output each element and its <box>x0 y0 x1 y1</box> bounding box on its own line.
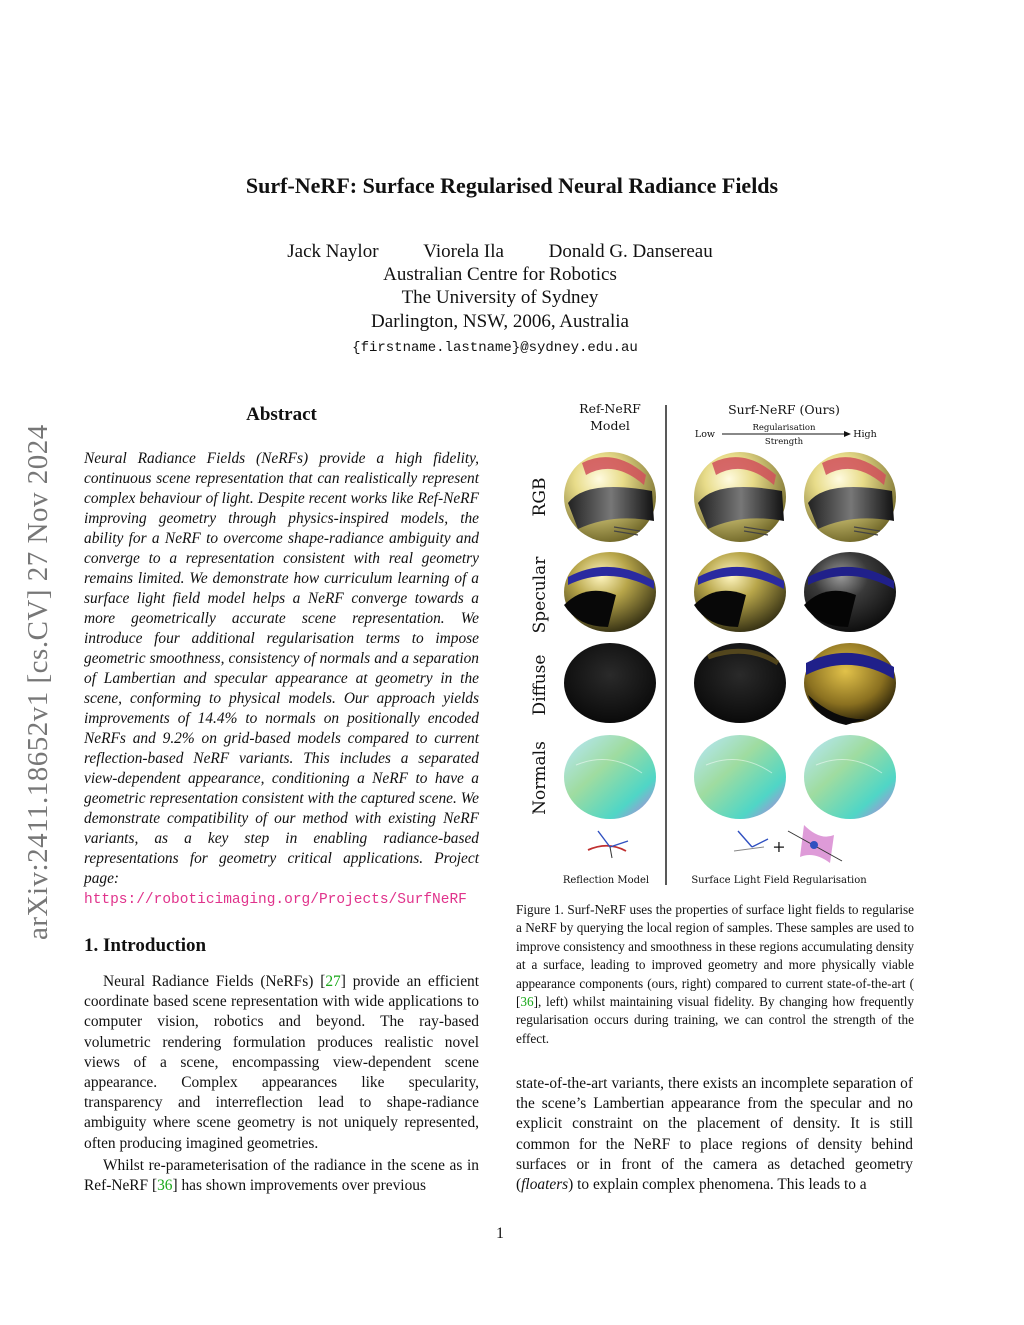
figure-1-caption: Figure 1. Surf-NeRF uses the properties of surface light fields to regularise a NeRF by querying the local region of samples. These samples are used to improve consistency and smoothness in these regions accumulating density at a surface, leading to improved geometry and more physically viable appearance components (ours, right) compared to current state-of-the-art ( [36], left) whilst maintaining visual fidelity. By changing how frequently regularisation occurs during training, we can control the strength of the effect. <box>516 902 914 1046</box>
intro-paragraph-2: Whilst re-parameterisation of the radiance in the scene as in Ref-NeRF [36] has shown improvements over previous <box>84 1156 479 1195</box>
surface-light-field-diagram <box>734 825 842 863</box>
author-list <box>0 241 1000 263</box>
citation-link[interactable]: 27 <box>325 973 341 990</box>
helmet-specular-refnerf <box>564 552 656 632</box>
figure-col-right-title: Surf-NeRF (Ours) <box>728 402 840 417</box>
helmet-normals-refnerf <box>564 735 656 819</box>
row-label-diffuse: Diffuse <box>530 654 550 716</box>
row-label-rgb: RGB <box>530 477 550 517</box>
figure-reg-label-1: Regularisation <box>752 423 816 433</box>
floaters-term: floaters <box>521 1176 569 1194</box>
introduction-body <box>84 972 479 1198</box>
author-1: Jack Naylor <box>287 241 379 262</box>
affiliation-line-1: Australian Centre for Robotics <box>383 264 617 285</box>
affiliation-line-3: Darlington, NSW, 2006, Australia <box>371 311 629 332</box>
figure-reg-label-2: Strength <box>764 437 804 447</box>
regularisation-arrow-head <box>844 431 851 437</box>
abstract-body <box>84 449 479 910</box>
helmet-specular-high <box>804 552 896 632</box>
page-number: 1 <box>496 1225 504 1242</box>
paper-title: Surf-NeRF: Surface Regularised Neural Radiance Fields <box>245 173 779 198</box>
author-2: Viorela Ila <box>423 241 504 262</box>
reflection-model-diagram <box>588 831 628 858</box>
figure-high-label: High <box>853 429 877 440</box>
affiliation-line-2: The University of Sydney <box>401 287 599 308</box>
helmet-diffuse-low <box>694 643 786 723</box>
abstract-heading: Abstract <box>246 404 317 425</box>
figure-low-label: Low <box>694 429 716 440</box>
arxiv-identifier: arXiv:2411.18652v1 [cs.CV] 27 Nov 2024 <box>22 424 54 940</box>
author-3: Donald G. Dansereau <box>548 241 713 262</box>
row-label-specular: Specular <box>530 556 550 634</box>
citation-link[interactable]: 36 <box>520 994 534 1010</box>
figure-col-left-title-1: Ref-NeRF <box>579 401 641 416</box>
helmet-diffuse-high <box>804 643 896 725</box>
helmet-rgb-refnerf <box>564 452 656 542</box>
helmet-specular-low <box>694 552 786 632</box>
figure-plus-sign: + <box>772 837 786 856</box>
figure-bottom-right-label: Surface Light Field Regularisation <box>691 875 867 886</box>
project-page-link[interactable]: https://roboticimaging.org/Projects/SurfNeRF <box>84 892 467 908</box>
row-label-normals: Normals <box>530 741 550 815</box>
figure-bottom-left-label: Reflection Model <box>562 875 650 886</box>
figure-1 <box>516 395 916 895</box>
helmet-rgb-low <box>694 452 786 542</box>
helmet-rgb-high <box>804 452 896 542</box>
helmet-diffuse-refnerf <box>564 643 656 723</box>
abstract-text: Neural Radiance Fields (NeRFs) provide a high fidelity, continuous scene representation that can realistically represent complex behaviour of light. Despite recent works like Ref-NeRF improving geometry through physics-inspired models, the ability for a NeRF to overcome shape-radiance ambiguity and converge to a representation consistent with real geometry remains limited. We demonstrate how curriculum learning of a surface light field model helps a NeRF converge towards a more geometrically accurate scene representation. We introduce four additional regularisation terms to impose geometric smoothness, consistency of normals and a separation of Lambertian and specular appearance at geometry in the scene, conforming to physical models. Our approach yields improvements of 14.4% to normals on positionally encoded NeRFs and 9.2% on grid-based models compared to current reflection-based NeRF variants. This includes a separated view-dependent appearance, conditioning a NeRF to have a geometric representation consistent with the captured scene. We demonstrate compatibility of our method with existing NeRF variants, as a key step in enabling radiance-based representations for geometry critical applications. Project page: <box>84 450 479 887</box>
section-heading-introduction: 1. Introduction <box>84 935 207 956</box>
author-email: {firstname.lastname}@sydney.edu.au <box>352 340 638 356</box>
helmet-normals-low <box>694 735 786 819</box>
figure-col-left-title-2: Model <box>590 418 630 433</box>
right-column-body: state-of-the-art variants, there exists an incomplete separation of the scene’s Lambertian appearance from the specular and no explicit constraint on the placement of density. It is still common for the NeRF to place regions of density behind surfaces or in front of the camera as detached geometry (floaters) to explain complex phenomena. This leads to a <box>516 1075 913 1194</box>
citation-link[interactable]: 36 <box>157 1177 173 1195</box>
figure-1-graphic <box>516 395 916 890</box>
intro-paragraph-1: Neural Radiance Fields (NeRFs) [27] provide an efficient coordinate based scene representation with wide applications to computer vision, robotics and beyond. The ray-based volumetric rendering formulation produces realistic novel views of a scene, encompassing view-dependent scene appearance. Complex appearances like specularity, transparency and interreflection lead to shape-radiance ambiguity where scene geometry is not uniquely represented, often producing imagined geometries. <box>84 973 479 1152</box>
helmet-normals-high <box>804 735 896 819</box>
